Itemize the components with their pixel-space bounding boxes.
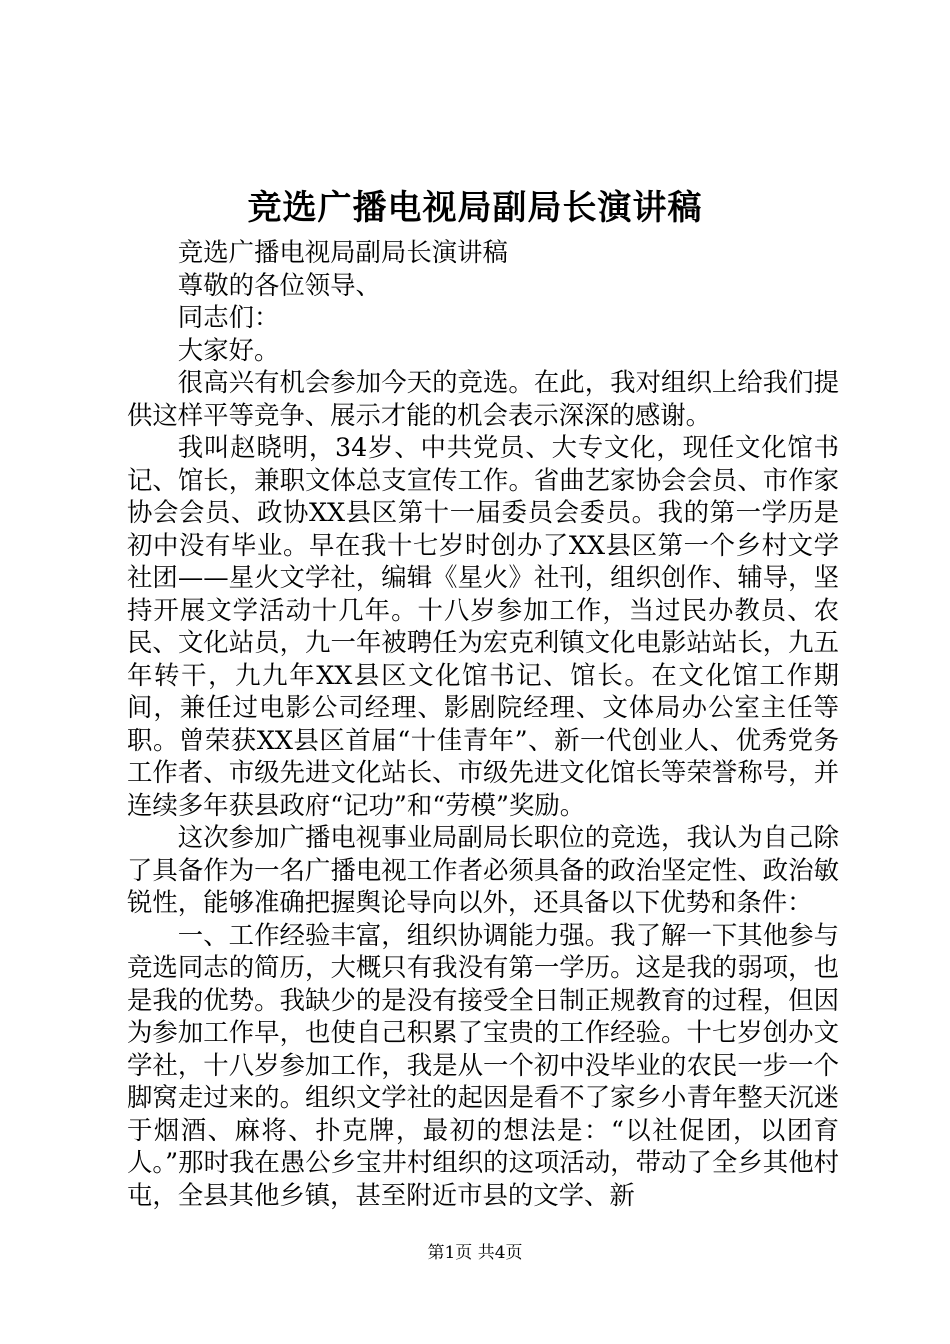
paragraph: 我叫赵晓明，34岁、中共党员、大专文化，现任文化馆书记、馆长，兼职文体总支宣传工作。省曲艺家协会会员、市作家协会会员、政协XX县区第十一届委员会委员。我的第一学历是初中没有毕业。早在我十七岁时创办了XX县区第一个乡村文学社团——星火文学社，编辑《星火》社刊，组织创作、辅导，坚持开展文学活动十几年。十八岁参加工作，当过民办教员、农民、文化站员，九一年被聘任为宏克利镇文化电影站站长，九五年转干，九九年XX县区文化馆书记、馆长。在文化馆工作期间，兼任过电影公司经理、影剧院经理、文体局办公室主任等职。曾荣获XX县区首届“十佳青年”、新一代创业人、优秀党务工作者、市级先进文化站长、市级先进文化馆长等荣誉称号，并连续多年获县政府“记功”和“劳模”奖励。	[127, 432, 839, 820]
paragraph: 同志们：	[177, 302, 280, 332]
paragraph: 很高兴有机会参加今天的竞选。在此，我对组织上给我们提供这样平等竞争、展示才能的机会表示深深的感谢。	[127, 367, 839, 430]
paragraph: 这次参加广播电视事业局副局长职位的竞选，我认为自己除了具备作为一名广播电视工作者必须具备的政治坚定性、政治敏锐性，能够准确把握舆论导向以外，还具备以下优势和条件：	[127, 822, 839, 917]
paragraph: 一、工作经验丰富，组织协调能力强。我了解一下其他参与竞选同志的简历，大概只有我没有第一学历。这是我的弱项，也是我的优势。我缺少的是没有接受全日制正规教育的过程，但因为参加工作早，也使自己积累了宝贵的工作经验。十七岁创办文学社，十八岁参加工作，我是从一个初中没毕业的农民一步一个脚窝走过来的。组织文学社的起因是看不了家乡小青年整天沉迷于烟酒、麻将、扑克牌，最初的想法是：“以社促团，以团育人。”那时我在愚公乡宝井村组织的这项活动，带动了全乡其他村屯，全县其他乡镇，甚至附近市县的文学、新	[127, 919, 839, 1210]
paragraph: 大家好。	[177, 334, 280, 365]
document-title: 竞选广播电视局副局长演讲稿	[247, 188, 703, 228]
paragraph: 尊敬的各位领导、	[177, 269, 381, 300]
document-body	[127, 236, 839, 1211]
paragraph: 竞选广播电视局副局长演讲稿	[177, 237, 508, 267]
page-number-footer: 第1页 共4页	[427, 1243, 523, 1263]
